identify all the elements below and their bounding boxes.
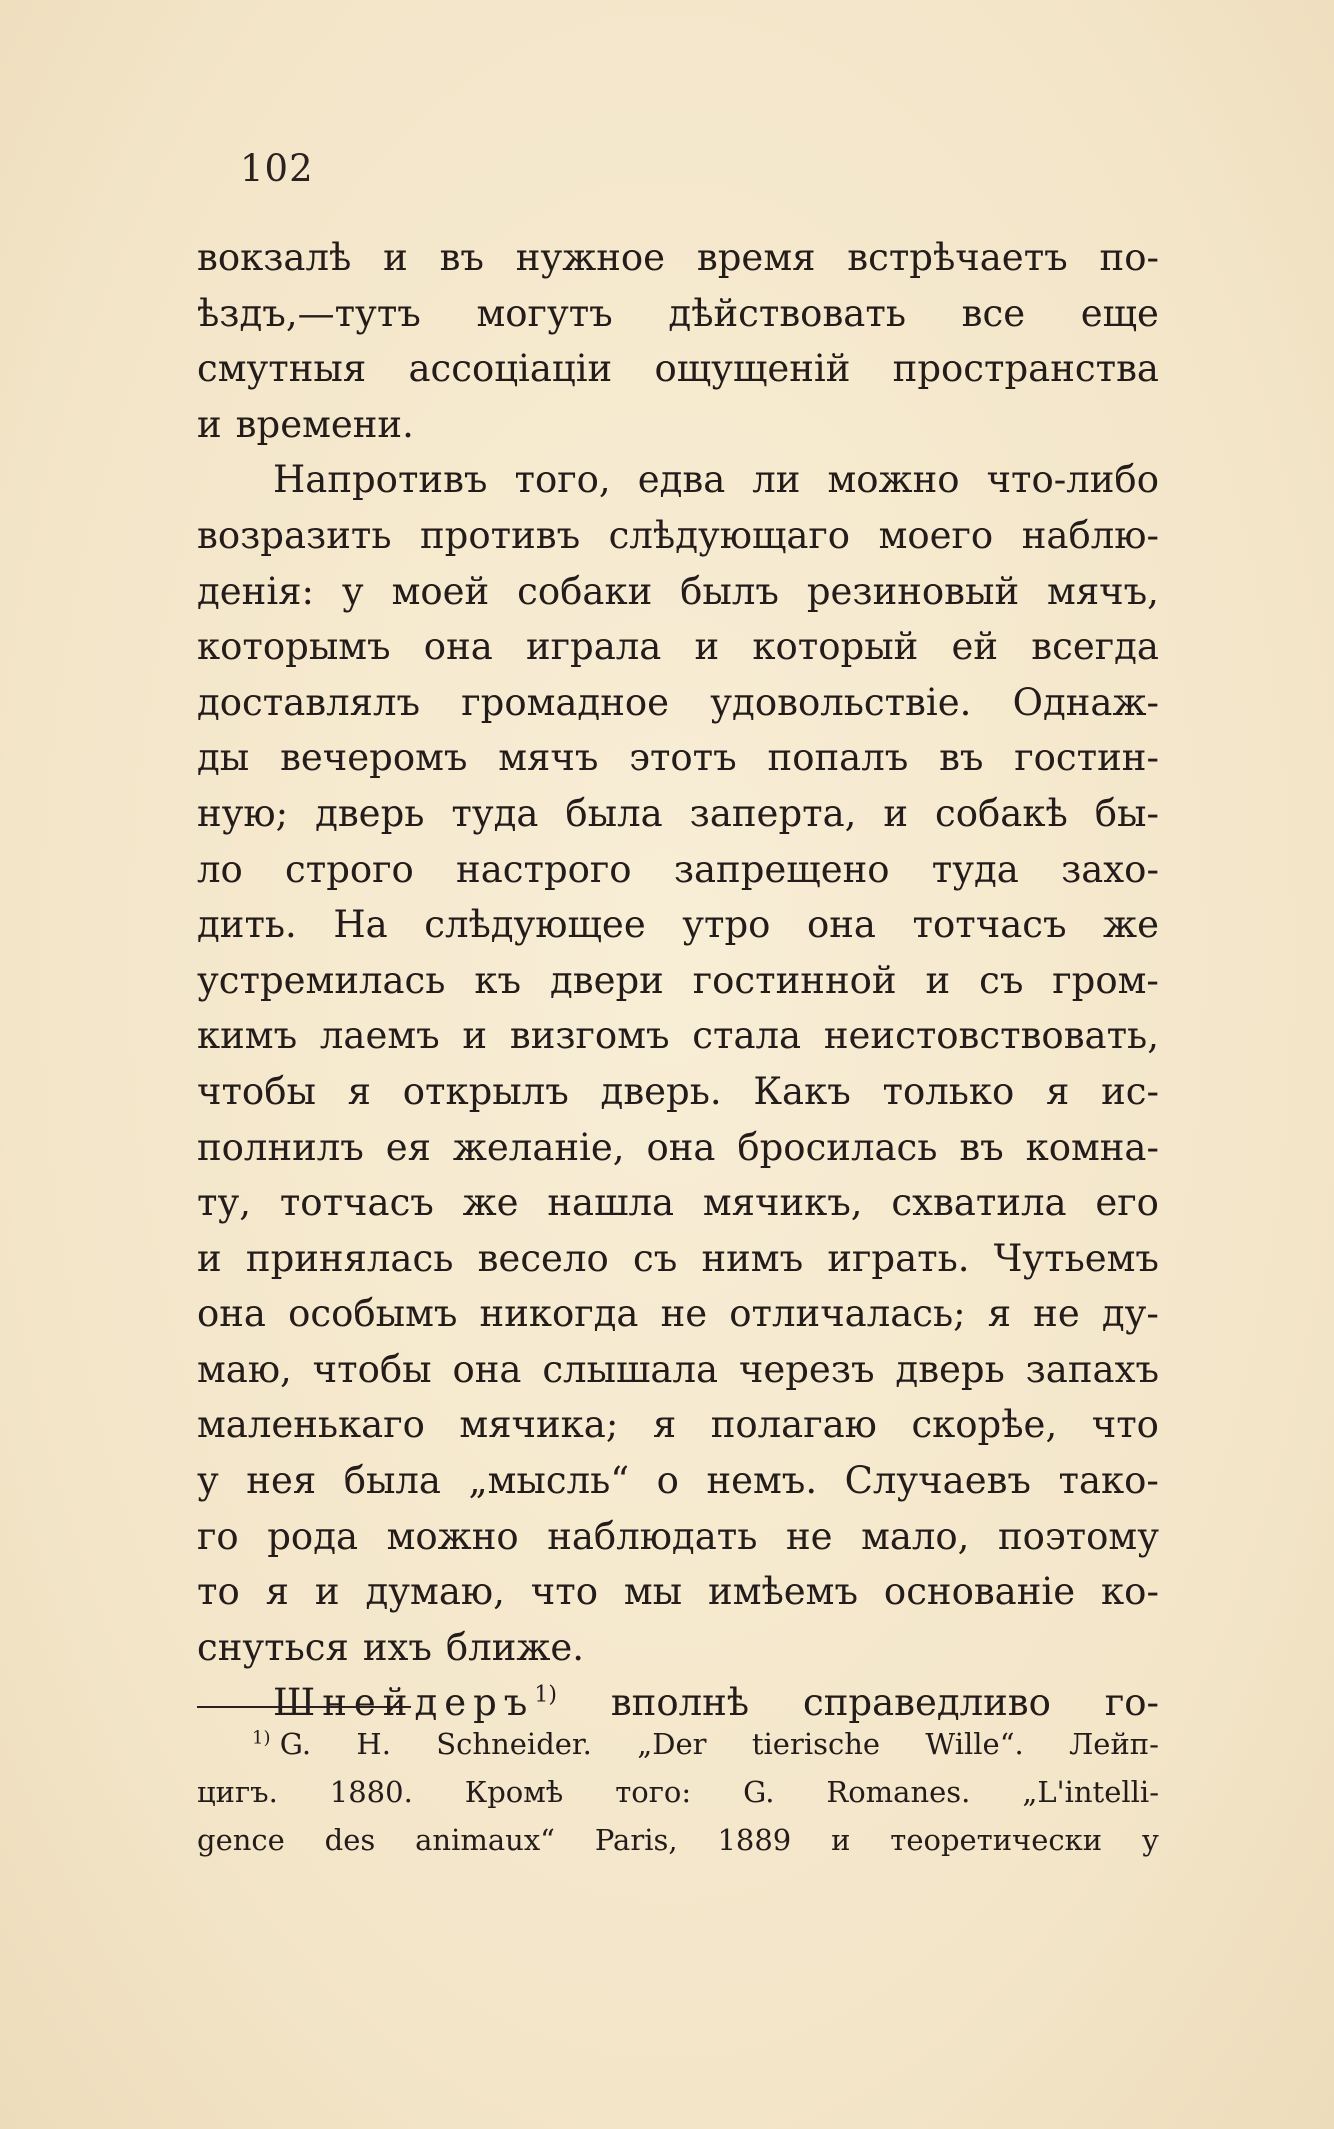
paragraph-2-line: дить. На слѣдующее утро она тотчасъ же xyxy=(197,903,1159,947)
paragraph-2-line: денія: у моей собаки былъ резиновый мячъ, xyxy=(197,569,1159,613)
paragraph-2-line: то я и думаю, что мы имѣемъ основаніе ко- xyxy=(197,1570,1159,1614)
footnote-line: $^{1)}$ G. H. Schneider. „Der tierische Wille“. Лейп- xyxy=(252,1727,1159,1761)
paragraph-2-line: возразить противъ слѣдующаго моего наблю- xyxy=(197,513,1159,557)
paragraph-2-line: она особымъ никогда не отличалась; я не ду- xyxy=(197,1292,1159,1336)
footnote-rule xyxy=(197,1706,411,1708)
paragraph-2-line: ту, тотчасъ же нашла мячикъ, схватила его xyxy=(197,1181,1159,1225)
paragraph-2-line: го рода можно наблюдать не мало, поэтому xyxy=(197,1514,1159,1558)
paragraph-1-line: ѣздъ,—тутъ могутъ дѣйствовать все еще xyxy=(197,291,1159,335)
paragraph-2-line: кимъ лаемъ и визгомъ стала неистовствовать, xyxy=(197,1014,1159,1058)
paragraph-2-line: чтобы я открылъ дверь. Какъ только я ис- xyxy=(197,1069,1159,1113)
paragraph-1-line: смутныя ассоціаціи ощущеній пространства xyxy=(197,347,1159,391)
footnote-line: gence des animaux“ Paris, 1889 и теоретически у xyxy=(197,1823,1159,1857)
body-text xyxy=(197,230,1159,1731)
paragraph-1-line: вокзалѣ и въ нужное время встрѣчаетъ по- xyxy=(197,236,1159,279)
paragraph-3-line: Шнейдеръ$^{1)}$ вполнѣ справедливо го- xyxy=(197,1675,1159,1731)
paragraph-2-line: ло строго настрого запрещено туда захо- xyxy=(197,847,1159,891)
paragraph-2-line: полнилъ ея желаніе, она бросилась въ комна- xyxy=(197,1125,1159,1169)
paragraph-2-line: устремилась къ двери гостинной и съ гром- xyxy=(197,958,1159,1002)
footnote-number: 1) xyxy=(252,1727,271,1749)
paragraph-2-line: у нея была „мысль“ о немъ. Случаевъ тако- xyxy=(197,1459,1159,1503)
author-name: Шнейдеръ$^{1)}$ xyxy=(273,1681,557,1725)
page-number: 102 xyxy=(240,147,314,190)
footnote xyxy=(197,1720,1159,1864)
paragraph-2-line: ную; дверь туда была заперта, и собакѣ бы- xyxy=(197,791,1159,835)
paragraph-2-line: снуться ихъ ближе. xyxy=(197,1625,585,1669)
footnote-mark: 1) xyxy=(534,1683,557,1709)
paragraph-2-line: которымъ она играла и который ей всегда xyxy=(197,625,1159,669)
paragraph-1-line: и времени. xyxy=(197,402,414,446)
paragraph-2-line: Напротивъ того, едва ли можно что-либо xyxy=(273,458,1159,502)
paragraph-2-line: маленькаго мячика; я полагаю скорѣе, что xyxy=(197,1403,1159,1447)
paragraph-2-line: ды вечеромъ мячъ этотъ попалъ въ гостин- xyxy=(197,736,1159,780)
footnote-line: цигъ. 1880. Кромѣ того: G. Romanes. „L'intelli- xyxy=(197,1775,1159,1809)
paragraph-2-line: доставлялъ громадное удовольствіе. Однаж- xyxy=(197,680,1159,724)
paragraph-2-line: маю, чтобы она слышала черезъ дверь запахъ xyxy=(197,1347,1159,1391)
paragraph-2-line: и принялась весело съ нимъ играть. Чутьемъ xyxy=(197,1236,1159,1280)
